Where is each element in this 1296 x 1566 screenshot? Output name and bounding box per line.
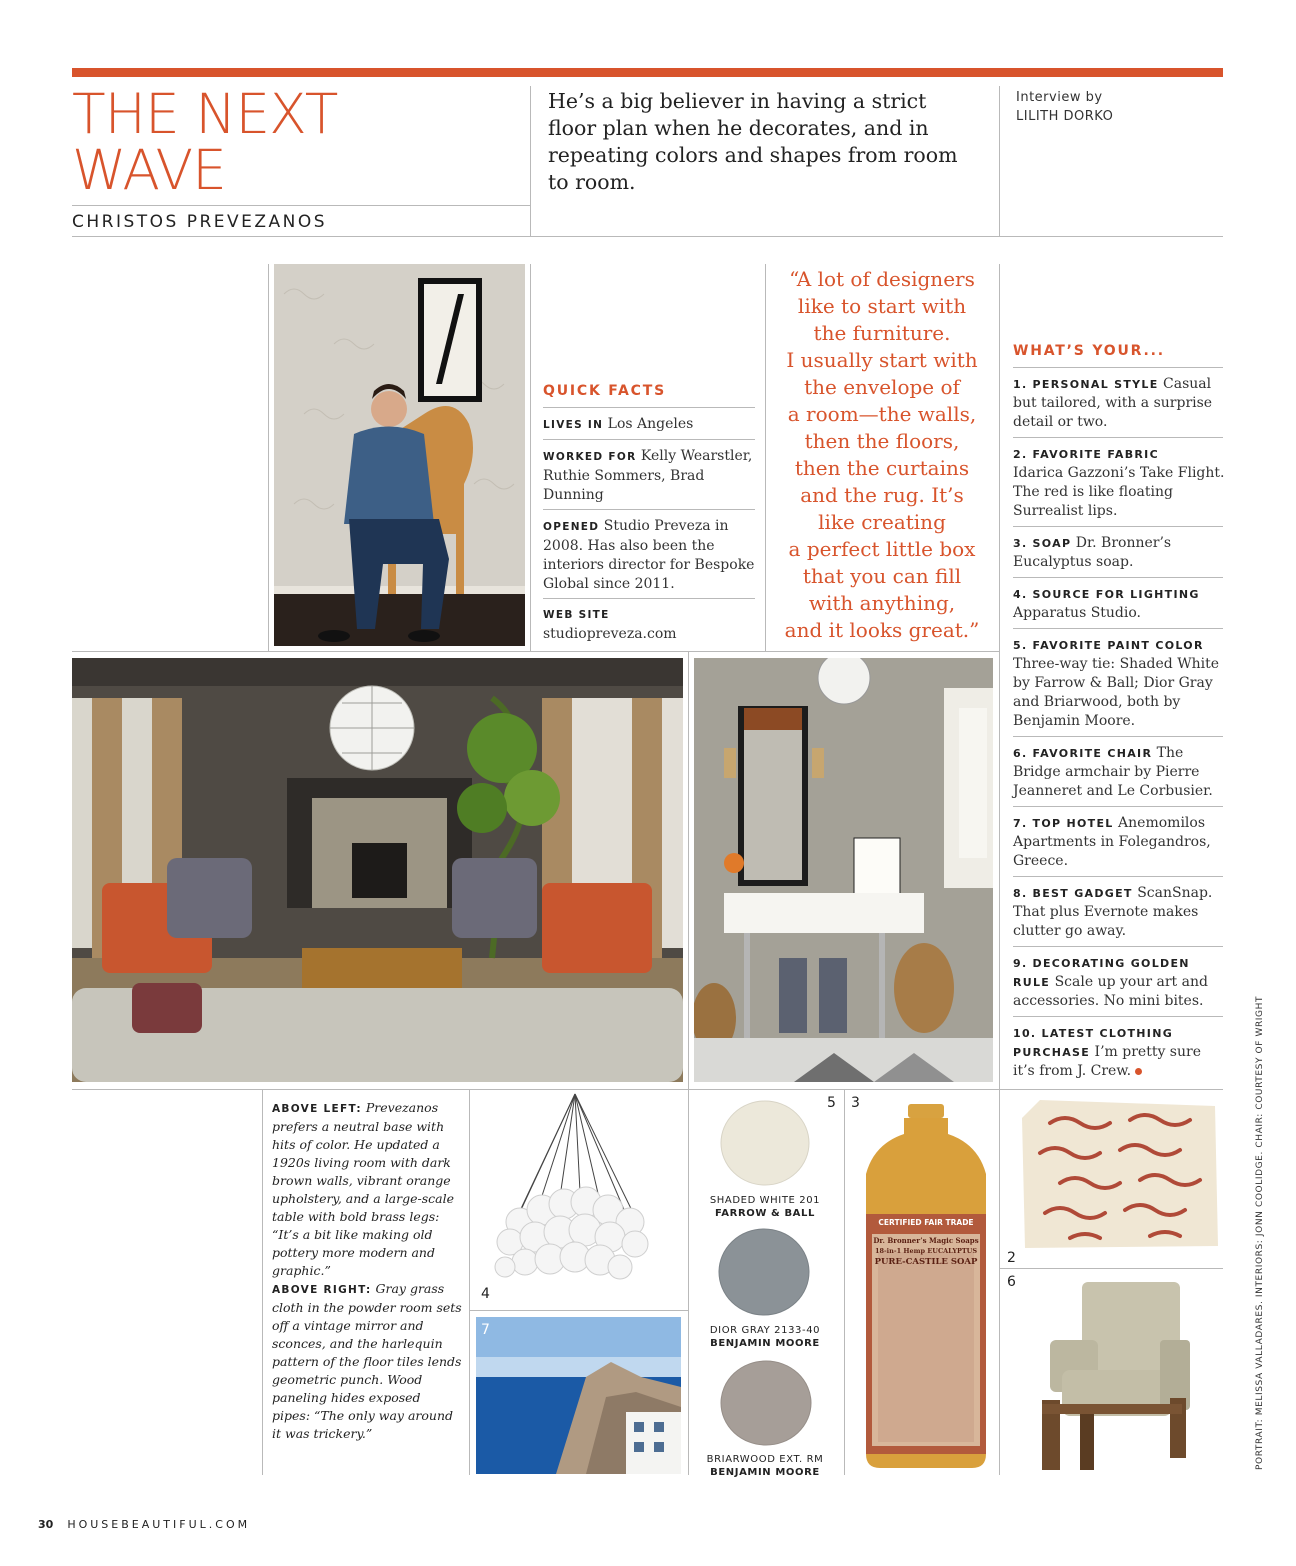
quick-fact xyxy=(543,606,755,644)
quick-fact-label: WEB SITE xyxy=(543,609,610,621)
quote-line: a room—the walls, xyxy=(787,402,977,426)
qa-label: 9. DECORATING GOLDEN RULE xyxy=(1013,957,1190,989)
paint-name: SHADED WHITE 201 xyxy=(709,1195,821,1206)
divider xyxy=(530,86,531,236)
divider xyxy=(469,1090,470,1475)
divider xyxy=(470,1310,688,1311)
quick-fact-text: Studio Preveza in 2008. Has also been the interiors director for Bespoke Global since 2011. xyxy=(543,518,755,592)
qa-text: ScanSnap. That plus Evernote makes clutter go away. xyxy=(1013,885,1213,939)
qa-label: 6. FAVORITE CHAIR xyxy=(1013,747,1153,760)
quick-fact-label: WORKED FOR xyxy=(543,451,637,463)
qa-label: 3. SOAP xyxy=(1013,537,1072,550)
chandelier-photo xyxy=(480,1092,680,1292)
paint-swatch-shaded-white xyxy=(720,1100,810,1186)
divider xyxy=(999,264,1000,1090)
end-mark-icon xyxy=(1135,1068,1142,1075)
paint-brand: BENJAMIN MOORE xyxy=(710,1338,820,1349)
paint-swatch-briarwood xyxy=(720,1360,812,1446)
paint-swatch-dior-gray xyxy=(718,1228,810,1316)
photo-credits: PORTRAIT: MELISSA VALLADARES. INTERIORS: JONN COOLIDGE. CHAIR: COURTESY OF WRIGHT xyxy=(1255,995,1265,1470)
divider xyxy=(268,264,269,652)
quick-facts-heading: QUICK FACTS xyxy=(543,383,666,399)
title-line: WAVE xyxy=(72,138,226,202)
website-link[interactable]: studiopreveza.com xyxy=(543,626,677,642)
product-number: 7 xyxy=(481,1322,490,1338)
powder-room-photo xyxy=(694,658,993,1082)
qa-label: 10. LATEST CLOTHING PURCHASE xyxy=(1013,1027,1174,1059)
caption-label: ABOVE LEFT: xyxy=(272,1103,362,1115)
paint-name: BRIARWOOD EXT. RM xyxy=(706,1454,824,1465)
quote-line: like to start with xyxy=(797,294,967,318)
divider xyxy=(765,264,766,652)
divider xyxy=(262,1090,263,1475)
qa-text: Idarica Gazzoni’s Take Flight. The red is like floating Surrealist lips. xyxy=(1013,465,1225,519)
top-accent-bar xyxy=(72,68,1223,77)
caption-text: Prevezanos prefers a neutral base with hits of color. He updated a 1920s living room with dark brown walls, vibrant orange upholstery, and a large-scale table with bold brass legs: “It’s a bit like making old pottery more modern and graphic.” xyxy=(272,1100,455,1278)
divider xyxy=(543,439,755,440)
paint-name: DIOR GRAY 2133-40 xyxy=(709,1325,821,1336)
qa-item xyxy=(1013,534,1227,572)
divider xyxy=(1000,1268,1223,1269)
divider xyxy=(999,1090,1000,1475)
product-number: 4 xyxy=(481,1286,490,1302)
quick-fact-label: OPENED xyxy=(543,521,600,533)
qa-item xyxy=(1013,636,1227,731)
quote-line: a perfect little box xyxy=(788,537,976,561)
divider xyxy=(1013,367,1223,368)
quote-line: then the curtains xyxy=(794,456,970,480)
title-line: THE NEXT xyxy=(72,82,338,146)
product-number: 5 xyxy=(827,1095,836,1111)
quote-line: “A lot of designers xyxy=(789,267,975,291)
divider xyxy=(1013,628,1223,629)
qa-text: Three-way tie: Shaded White by Farrow & Ball; Dior Gray and Briarwood, both by Benjamin Moore. xyxy=(1013,656,1220,729)
whats-your-heading: WHAT’S YOUR... xyxy=(1013,343,1165,359)
divider xyxy=(72,1089,1223,1090)
quote-line: and it looks great.” xyxy=(784,618,980,642)
portrait-photo xyxy=(274,264,525,646)
qa-item xyxy=(1013,445,1227,521)
divider xyxy=(72,236,1223,237)
page-footer xyxy=(38,1518,250,1531)
divider xyxy=(1013,876,1223,877)
qa-item xyxy=(1013,1024,1227,1081)
quote-line: that you can fill xyxy=(802,564,962,588)
fabric-swatch xyxy=(1020,1098,1220,1250)
divider xyxy=(688,652,689,1475)
soap-brand-text: Dr. Bronner’s Magic Soaps xyxy=(873,1236,979,1245)
paint-brand: FARROW & BALL xyxy=(715,1208,815,1219)
qa-text: Anemomilos Apartments in Folegandros, Greece. xyxy=(1013,815,1211,869)
paint-caption xyxy=(690,1194,840,1220)
byline-name: LILITH DORKO xyxy=(1016,109,1114,124)
product-number: 6 xyxy=(1007,1274,1016,1290)
qa-text: The Bridge armchair by Pierre Jeanneret and Le Corbusier. xyxy=(1013,745,1213,799)
divider xyxy=(1013,1016,1223,1017)
pull-quote xyxy=(768,266,996,644)
quick-fact-text: Los Angeles xyxy=(607,416,694,432)
divider xyxy=(72,205,530,206)
qa-label: 1. PERSONAL STYLE xyxy=(1013,378,1159,391)
hotel-photo xyxy=(476,1317,681,1474)
divider xyxy=(1013,577,1223,578)
quote-line: like creating xyxy=(818,510,946,534)
qa-label: 2. FAVORITE FABRIC xyxy=(1013,448,1159,461)
paint-caption xyxy=(690,1453,840,1479)
divider xyxy=(1013,806,1223,807)
site-url[interactable]: HOUSEBEAUTIFUL.COM xyxy=(67,1518,251,1531)
soap-band-text: CERTIFIED FAIR TRADE xyxy=(878,1218,974,1227)
quote-line: and the rug. It’s xyxy=(800,483,964,507)
divider xyxy=(543,407,755,408)
qa-text: Dr. Bronner’s Eucalyptus soap. xyxy=(1013,535,1172,570)
divider xyxy=(1013,526,1223,527)
living-room-photo xyxy=(72,658,683,1082)
quick-fact-label: LIVES IN xyxy=(543,419,604,431)
armchair-photo xyxy=(1020,1278,1210,1472)
caption-label: ABOVE RIGHT: xyxy=(272,1284,372,1296)
product-number: 3 xyxy=(851,1095,860,1111)
divider xyxy=(1013,736,1223,737)
quick-fact xyxy=(543,415,755,435)
quote-line: then the floors, xyxy=(804,429,960,453)
byline xyxy=(1016,88,1113,126)
soap-line-text: 18-in-1 Hemp EUCALYPTUS xyxy=(874,1247,978,1255)
page-number: 30 xyxy=(38,1518,54,1531)
quick-fact xyxy=(543,517,755,594)
paint-caption xyxy=(690,1324,840,1350)
qa-label: 7. TOP HOTEL xyxy=(1013,817,1114,830)
caption-text: Gray grass cloth in the powder room sets off a vintage mirror and sconces, and the harlequin pattern of the floor tiles lends geometric punch. Wood paneling hides exposed pipes: “The only way around it was trickery.” xyxy=(272,1281,462,1441)
quick-fact-text: Kelly Wearstler, Ruthie Sommers, Brad Dunning xyxy=(543,448,753,503)
qa-text: I’m pretty sure it’s from J. Crew. xyxy=(1013,1044,1201,1079)
quote-line: I usually start with xyxy=(786,348,978,372)
divider xyxy=(1013,437,1223,438)
byline-label: Interview by xyxy=(1016,90,1103,105)
quick-fact xyxy=(543,447,755,505)
qa-label: 4. SOURCE FOR LIGHTING xyxy=(1013,588,1200,601)
divider xyxy=(1013,946,1223,947)
divider xyxy=(72,651,999,652)
designer-name: CHRISTOS PREVEZANOS xyxy=(72,212,328,232)
qa-item xyxy=(1013,814,1227,871)
qa-item xyxy=(1013,585,1227,623)
quote-line: with anything, xyxy=(808,591,956,615)
paint-brand: BENJAMIN MOORE xyxy=(710,1467,820,1478)
page-title xyxy=(72,82,338,202)
qa-text: Apparatus Studio. xyxy=(1013,605,1142,621)
qa-label: 5. FAVORITE PAINT COLOR xyxy=(1013,639,1204,652)
divider xyxy=(844,1090,845,1475)
quote-line: the furniture. xyxy=(813,321,951,345)
qa-text: Casual but tailored, with a surprise detail or two. xyxy=(1013,376,1213,430)
qa-label: 8. BEST GADGET xyxy=(1013,887,1133,900)
quote-line: the envelope of xyxy=(804,375,960,399)
qa-item xyxy=(1013,884,1227,941)
qa-item xyxy=(1013,375,1227,432)
product-number: 2 xyxy=(1007,1250,1016,1266)
deck-text: He’s a big believer in having a strict floor plan when he decorates, and in repeating colors and shapes from room to room. xyxy=(548,89,958,194)
divider xyxy=(530,264,531,652)
divider xyxy=(543,509,755,510)
divider xyxy=(999,86,1000,236)
soap-bottle xyxy=(858,1102,994,1470)
qa-text: Scale up your art and accessories. No mini bites. xyxy=(1013,974,1208,1009)
qa-item xyxy=(1013,954,1227,1011)
photo-caption xyxy=(272,1099,462,1443)
qa-item xyxy=(1013,744,1227,801)
divider xyxy=(543,598,755,599)
soap-line-text: PURE-CASTILE SOAP xyxy=(874,1257,978,1267)
